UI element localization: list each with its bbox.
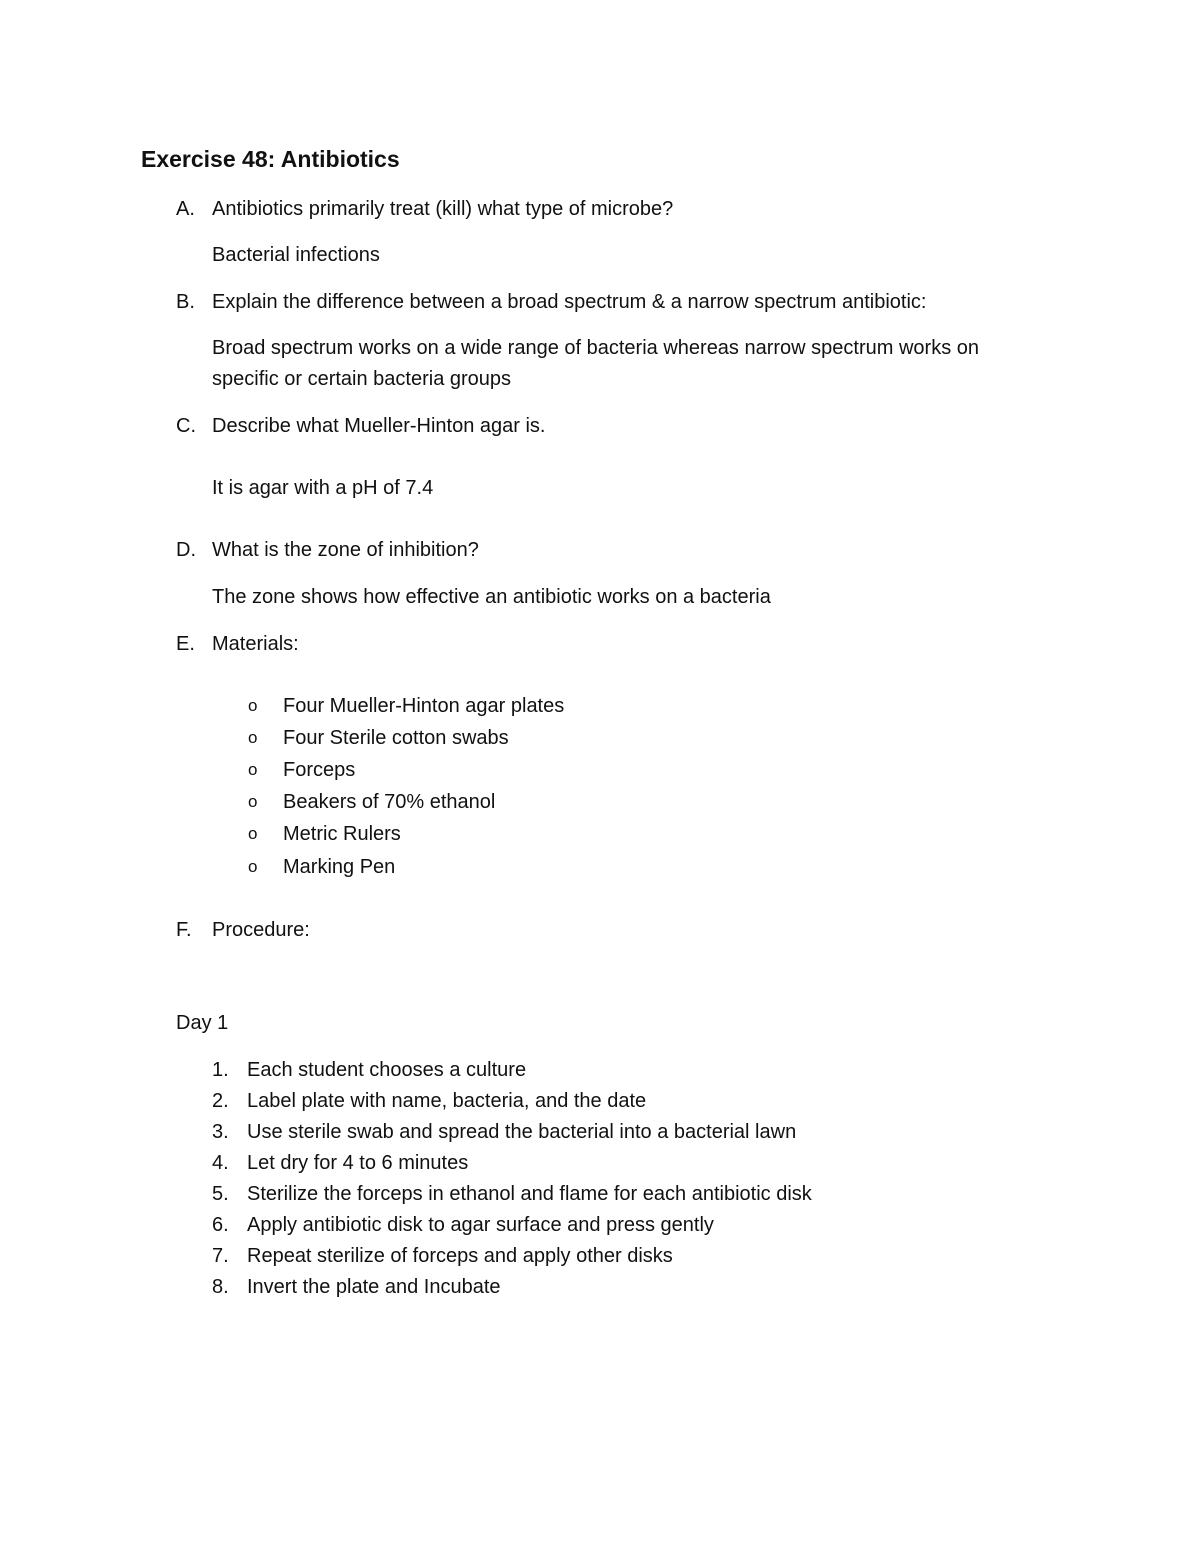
list-bullet: o <box>248 857 258 876</box>
step-number: 6. <box>212 1214 229 1236</box>
answer-c: It is agar with a pH of 7.4 <box>212 477 434 499</box>
step-number: 7. <box>212 1245 229 1267</box>
list-bullet: o <box>248 696 258 715</box>
question-a-text: Antibiotics primarily treat (kill) what type of microbe? <box>212 198 674 220</box>
page-title: Exercise 48: Antibiotics <box>141 146 400 172</box>
material-item: Marking Pen <box>283 856 396 878</box>
answer-b-line-2: specific or certain bacteria groups <box>212 368 512 390</box>
question-c-text: Describe what Mueller-Hinton agar is. <box>212 415 546 437</box>
question-d-text: What is the zone of inhibition? <box>212 539 479 561</box>
step-text: Sterilize the forceps in ethanol and flame for each antibiotic disk <box>247 1183 812 1205</box>
list-bullet: o <box>248 728 258 747</box>
material-item: Four Sterile cotton swabs <box>283 727 509 749</box>
step-text: Invert the plate and Incubate <box>247 1276 501 1298</box>
day-heading: Day 1 <box>176 1012 229 1034</box>
step-text: Each student chooses a culture <box>247 1059 527 1081</box>
step-number: 8. <box>212 1276 229 1298</box>
question-marker-c: C. <box>176 415 196 437</box>
step-number: 4. <box>212 1152 229 1174</box>
step-text: Apply antibiotic disk to agar surface and press gently <box>247 1214 714 1236</box>
answer-d: The zone shows how effective an antibiotic works on a bacteria <box>212 586 771 608</box>
step-text: Repeat sterilize of forceps and apply other disks <box>247 1245 673 1267</box>
question-b-text: Explain the difference between a broad spectrum & a narrow spectrum antibiotic: <box>212 291 927 313</box>
step-text: Let dry for 4 to 6 minutes <box>247 1152 469 1174</box>
answer-a: Bacterial infections <box>212 244 380 266</box>
question-f-text: Procedure: <box>212 919 310 941</box>
step-number: 3. <box>212 1121 229 1143</box>
step-number: 5. <box>212 1183 229 1205</box>
step-number: 1. <box>212 1059 229 1081</box>
material-item: Four Mueller-Hinton agar plates <box>283 695 565 717</box>
question-marker-d: D. <box>176 539 196 561</box>
step-number: 2. <box>212 1090 229 1112</box>
material-item: Beakers of 70% ethanol <box>283 791 496 813</box>
step-text: Use sterile swab and spread the bacterial into a bacterial lawn <box>247 1121 797 1143</box>
question-e-text: Materials: <box>212 633 299 655</box>
material-item: Metric Rulers <box>283 823 401 845</box>
question-marker-f: F. <box>176 919 192 941</box>
list-bullet: o <box>248 792 258 811</box>
list-bullet: o <box>248 760 258 779</box>
list-bullet: o <box>248 824 258 843</box>
step-text: Label plate with name, bacteria, and the date <box>247 1090 647 1112</box>
question-marker-b: B. <box>176 291 195 313</box>
question-marker-e: E. <box>176 633 195 655</box>
answer-b-line-1: Broad spectrum works on a wide range of bacteria whereas narrow spectrum works on <box>212 337 980 359</box>
material-item: Forceps <box>283 759 356 781</box>
question-marker-a: A. <box>176 198 195 220</box>
